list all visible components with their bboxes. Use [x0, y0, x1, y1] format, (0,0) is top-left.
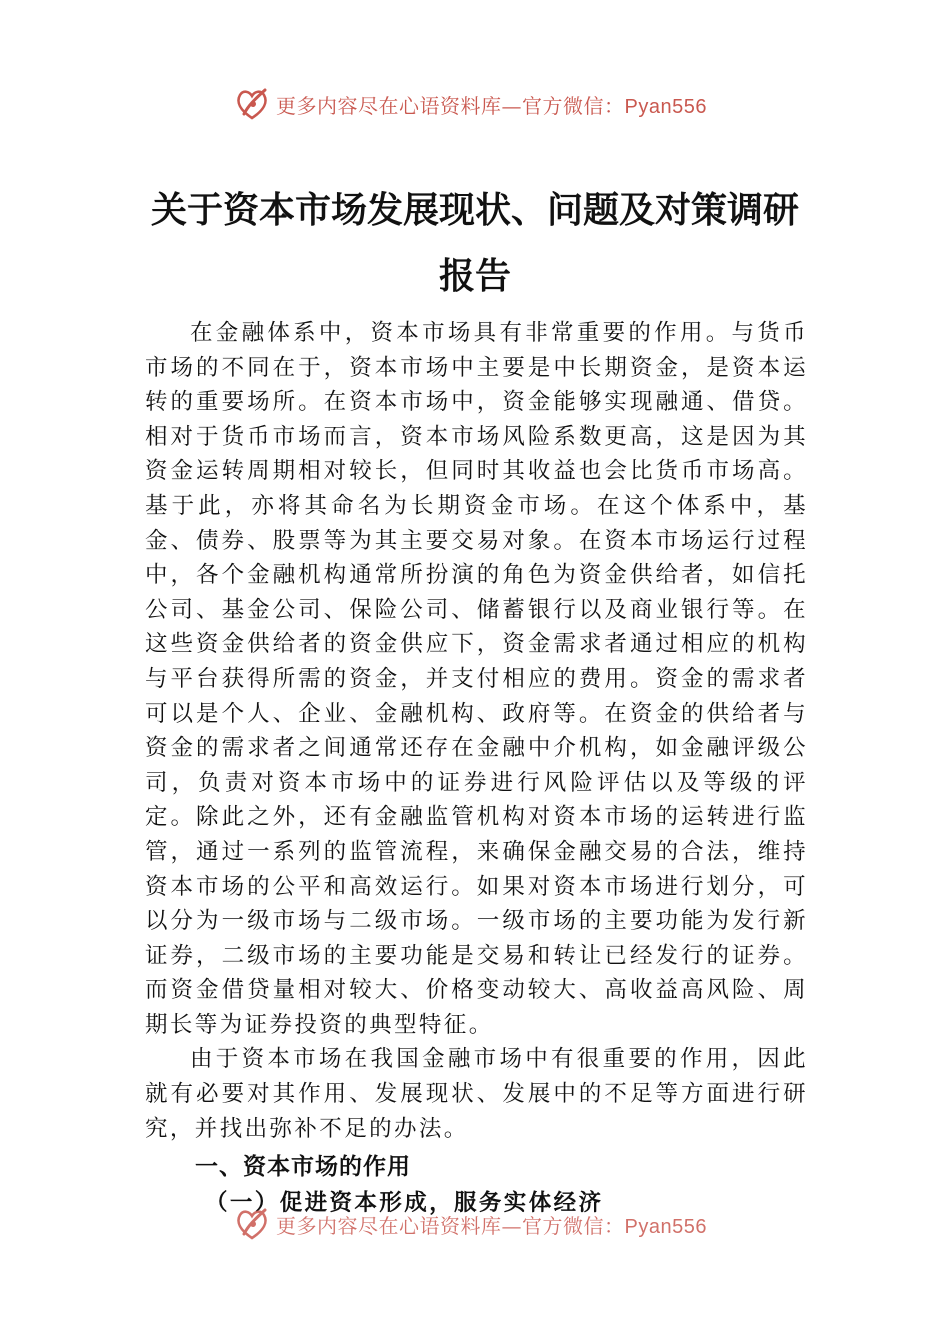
paragraph: 在金融体系中，资本市场具有非常重要的作用。与货币市场的不同在于，资本市场中主要是中长期资金，是资本运转的重要场所。在资本市场中，资金能够实现融通、借贷。相对于货币市场而言，资本市场风险系数更高，这是因为其资金运转周期相对较长，但同时其收益也会比货币市场高。基于此，亦将其命名为长期资金市场。在这个体系中，基金、债券、股票等为其主要交易对象。在资本市场运行过程中，各个金融机构通常所扮演的角色为资金供给者，如信托公司、基金公司、保险公司、储蓄银行以及商业银行等。在这些资金供给者的资金供应下，资金需求者通过相应的机构与平台获得所需的资金，并支付相应的费用。资金的需求者可以是个人、企业、金融机构、政府等。在资金的供给者与资金的需求者之间通常还存在金融中介机构，如金融评级公司，负责对资本市场中的证券进行风险评估以及等级的评定。除此之外，还有金融监管机构对资本市场的运转进行监管，通过一系列的监管流程，来确保金融交易的合法，维持资本市场的公平和高效运行。如果对资本市场进行划分，可以分为一级市场与二级市场。一级市场的主要功能为发行新证券，二级市场的主要功能是交易和转让已经发行的证券。而资金借贷量相对较大、价格变动较大、高收益高风险、周期长等为证券投资的典型特征。: [145, 320, 808, 1038]
section-heading: 一、资本市场的作用: [195, 1154, 411, 1180]
document-title-continued: 报告: [438, 255, 511, 297]
wechat-id: Pyan556: [624, 95, 707, 118]
banner-text: 更多内容尽在心语资料库—官方微信：: [276, 93, 625, 118]
footer-wechat-id: Pyan556: [624, 1215, 707, 1238]
paragraph: 由于资本市场在我国金融市场中有很重要的作用，因此就有必要对其作用、发展现状、发展中的不足等方面进行研究，并找出弥补不足的办法。: [145, 1046, 808, 1142]
footer-banner-text: 更多内容尽在心语资料库—官方微信：: [276, 1213, 625, 1238]
document-title: 关于资本市场发展现状、问题及对策调研: [150, 189, 799, 231]
header-watermark: [232, 84, 707, 124]
brush-heart-logo-icon: [232, 84, 272, 124]
footer-watermark: [232, 1204, 707, 1244]
document-body: [145, 316, 808, 1146]
subsection-heading: （一）促进资本形成，服务实体经济: [205, 1190, 604, 1216]
brush-heart-logo-icon: [232, 1204, 272, 1244]
